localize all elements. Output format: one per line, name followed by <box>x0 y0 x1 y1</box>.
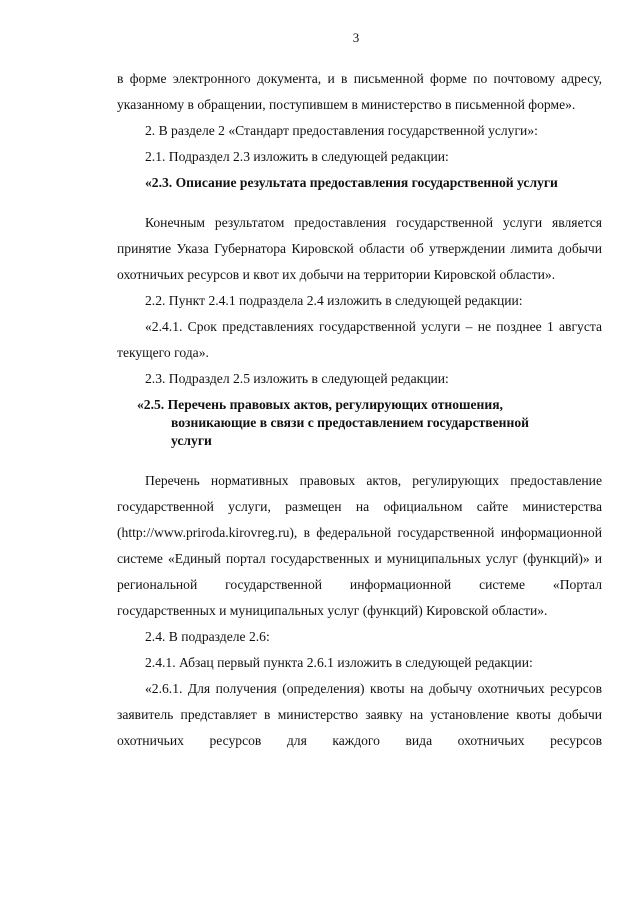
heading-2-5-line2: возникающие в связи с предоставлением государственной <box>171 415 529 430</box>
paragraph-2-4: 2.4. В подразделе 2.6: <box>145 629 270 644</box>
paragraph-2-3: 2.3. Подраздел 2.5 изложить в следующей редакции: <box>145 371 449 386</box>
paragraph-2-4-1: «2.4.1. Срок представлениях государственной услуги – не позднее 1 августа текущего года». <box>117 319 602 360</box>
paragraph-result: Конечным результатом предоставления государственной услуги является принятие Указа Губернатора Кировской области об утверждении лимита добычи охотничьих ресурсов и квот их добычи на территории Кировской области». <box>117 215 602 282</box>
heading-2-5-line1: «2.5. Перечень правовых актов, регулирующих отношения, <box>137 397 503 412</box>
paragraph-2-1: 2.1. Подраздел 2.3 изложить в следующей редакции: <box>145 149 449 164</box>
heading-2-5-line3: услуги <box>171 433 212 448</box>
paragraph-2-2: 2.2. Пункт 2.4.1 подраздела 2.4 изложить в следующей редакции: <box>145 293 523 308</box>
document-body <box>117 66 602 754</box>
heading-2-3: «2.3. Описание результата предоставления государственной услуги <box>145 175 558 190</box>
paragraph-continuation: в форме электронного документа, и в письменной форме по почтовому адресу, указанному в обращении, поступившем в министерство в письменной форме». <box>117 71 602 112</box>
paragraph-legal-acts: Перечень нормативных правовых актов, регулирующих предоставление государственной услуги, размещен на официальном сайте министерства (http://www.priroda.kirovreg.ru), в федеральной государственной информационной системе «Единый портал государственных и муниципальных услуг (функций)» и региональной государственной информационной системе «Портал государственных и муниципальных услуг (функций) Кировской области». <box>117 473 602 618</box>
paragraph-2-4-1-abzac: 2.4.1. Абзац первый пункта 2.6.1 изложить в следующей редакции: <box>145 655 533 670</box>
paragraph-2-6-1: «2.6.1. Для получения (определения) квоты на добычу охотничьих ресурсов заявитель представляет в министерство заявку на установление квоты добычи охотничьих ресурсов для каждого вида охотничьих ресурсов <box>117 681 602 748</box>
paragraph-section-2: 2. В разделе 2 «Стандарт предоставления государственной услуги»: <box>145 123 538 138</box>
page-number: 3 <box>352 30 360 45</box>
heading-2-5 <box>137 396 602 450</box>
